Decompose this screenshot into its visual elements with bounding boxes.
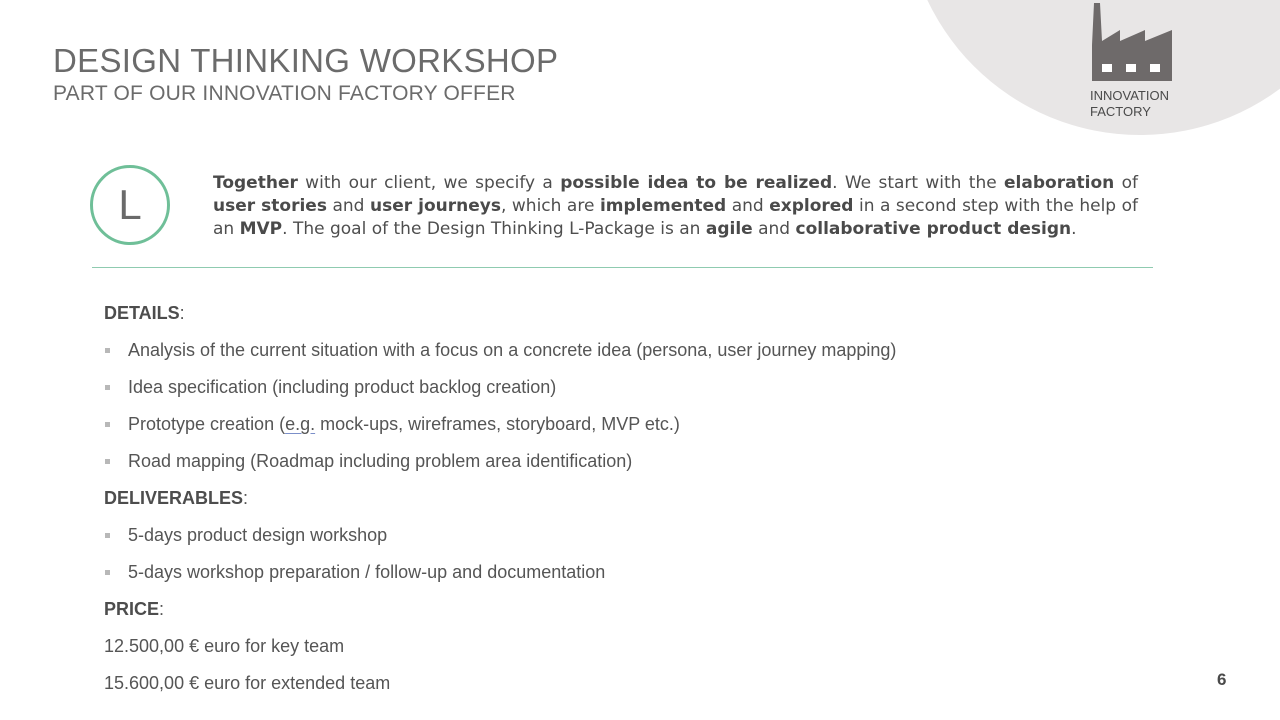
- price-key-team: 12.500,00 € euro for key team: [104, 636, 345, 656]
- list-item: [104, 374, 1104, 411]
- price-heading-label: PRICE: [104, 599, 160, 619]
- list-item-text: Analysis of the current situation with a focus on a concrete idea (persona, user journey mapping): [128, 340, 897, 360]
- details-heading-label: DETAILS: [104, 303, 180, 323]
- list-item-text: Idea specification (including product backlog creation): [128, 377, 557, 397]
- logo-label: [1090, 88, 1169, 120]
- bullet-icon: [105, 422, 110, 427]
- list-item-text: Road mapping (Roadmap including problem area identification): [128, 451, 633, 471]
- intro-text: of: [1114, 173, 1139, 193]
- heading-colon: :: [159, 599, 165, 619]
- bullet-icon: [105, 348, 110, 353]
- bullet-icon: [105, 570, 110, 575]
- package-details: [104, 300, 1104, 707]
- package-size-badge: L: [90, 165, 170, 245]
- abbreviation-eg: e.g.: [285, 414, 316, 434]
- page-subtitle: PART OF OUR INNOVATION FACTORY OFFER: [53, 82, 516, 105]
- intro-text: in a second step with the help of an: [213, 196, 1138, 239]
- list-item-text: mock-ups, wireframes, storyboard, MVP etc.): [315, 414, 680, 434]
- intro-text: .: [1071, 219, 1077, 239]
- intro-text-bold: user journeys: [369, 196, 501, 216]
- intro-text-bold: elaboration: [1004, 173, 1115, 193]
- deliverables-heading-label: DELIVERABLES: [104, 488, 244, 508]
- intro-text-bold: implemented: [599, 196, 727, 216]
- list-item: [104, 337, 1104, 374]
- intro-text: and: [326, 196, 370, 216]
- heading-colon: :: [243, 488, 249, 508]
- logo-label-line-1: INNOVATION: [1090, 88, 1169, 103]
- logo-label-line-2: FACTORY: [1090, 104, 1151, 119]
- list-item: [104, 559, 1104, 596]
- intro-text: and: [726, 196, 770, 216]
- list-item-text: 5-days workshop preparation / follow-up and documentation: [128, 562, 606, 582]
- intro-text: with our client, we specify a: [297, 173, 561, 193]
- details-heading: [104, 300, 1104, 337]
- intro-text: , which are: [500, 196, 600, 216]
- intro-text-bold: Together: [213, 173, 298, 193]
- intro-text-bold: agile: [705, 219, 753, 239]
- intro-text: and: [752, 219, 796, 239]
- factory-icon: [1090, 3, 1174, 81]
- bullet-icon: [105, 459, 110, 464]
- intro-text-bold: possible idea to be realized: [560, 173, 833, 193]
- page-number: 6: [1217, 670, 1227, 689]
- list-item: [104, 448, 1104, 485]
- intro-paragraph: [213, 172, 1138, 241]
- page-title: DESIGN THINKING WORKSHOP: [53, 42, 559, 79]
- bullet-icon: [105, 533, 110, 538]
- section-divider: [92, 267, 1153, 268]
- deliverables-heading: [104, 485, 1104, 522]
- intro-text-bold: explored: [769, 196, 854, 216]
- intro-text-bold: MVP: [239, 219, 283, 239]
- list-item-text: 5-days product design workshop: [128, 525, 388, 545]
- intro-text: . We start with the: [832, 173, 1005, 193]
- list-item: [104, 522, 1104, 559]
- list-item-text: Prototype creation (: [128, 414, 286, 434]
- intro-text: . The goal of the Design Thinking L-Package is an: [282, 219, 706, 239]
- intro-text-bold: collaborative product design: [795, 219, 1072, 239]
- heading-colon: :: [179, 303, 185, 323]
- price-extended-team: 15.600,00 € euro for extended team: [104, 673, 391, 693]
- intro-text-bold: user stories: [213, 196, 327, 216]
- list-item: [104, 411, 1104, 448]
- price-heading: [104, 596, 1104, 633]
- bullet-icon: [105, 385, 110, 390]
